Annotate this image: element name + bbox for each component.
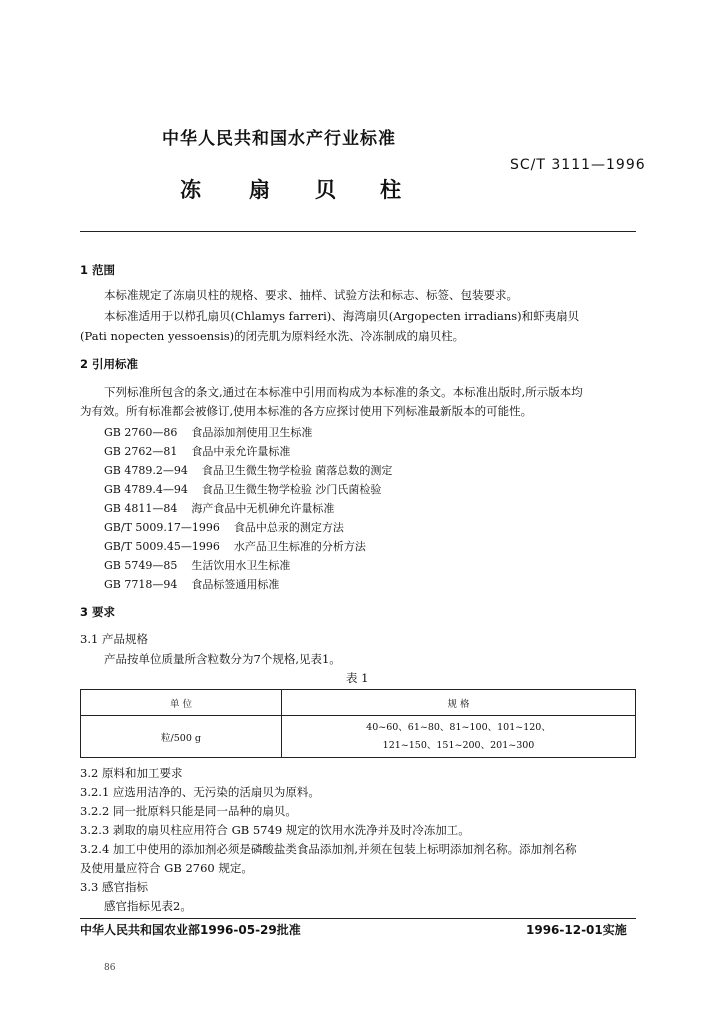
section-2-heading: 2 引用标准 [80,357,139,371]
table-row [81,716,636,758]
effective-date: 1996-12-01实施 [526,923,627,937]
spec-table [80,689,636,758]
table-header-unit: 单 位 [81,690,282,716]
table-1-caption: 表 1 [346,671,369,685]
section-3-2-3: 3.2.3 剥取的扇贝柱应用符合 GB 5749 规定的饮用水洗净并及时冷冻加工。 [80,823,470,837]
section-1-para-2a: 本标准适用于以栉孔扇贝(Chlamys farreri)、海湾扇贝(Argopecten irradians)和虾夷扇贝 [104,309,580,323]
reference-item [104,557,304,573]
table-cell-spec-line-2: 121~150、151~200、201~300 [382,739,535,751]
section-3-3-heading: 3.3 感官指标 [80,880,148,894]
reference-code: GB 4811—84 [104,502,178,515]
section-1-heading: 1 范围 [80,263,116,277]
section-2-para-1b: 为有效。所有标准都会被修订,使用本标准的各方应探讨使用下列标准最新版本的可能性。 [80,404,533,418]
reference-code: GB 4789.2—94 [104,464,188,477]
reference-item [104,538,380,554]
reference-code: GB 7718—94 [104,578,178,591]
section-3-1-heading: 3.1 产品规格 [80,632,148,646]
section-1-para-1: 本标准规定了冻扇贝柱的规格、要求、抽样、试验方法和标志、标签、包装要求。 [104,288,518,302]
reference-code: GB 5749—85 [104,559,178,572]
reference-title: 食品中总汞的测定方法 [233,521,344,534]
reference-title: 海产食品中无机砷允许量标准 [191,502,335,515]
doc-title-char-1: 冻 [180,178,201,202]
reference-title: 水产品卫生标准的分析方法 [233,540,366,553]
section-3-2-1: 3.2.1 应选用洁净的、无污染的活扇贝为原料。 [80,785,320,799]
reference-code: GB 4789.4—94 [104,483,188,496]
table-cell-spec-line-1: 40~60、61~80、81~100、101~120、 [366,721,551,733]
doc-title-char-4: 柱 [380,178,401,202]
reference-title: 食品标签通用标准 [191,578,280,591]
table-header-row [81,690,636,716]
table-cell-unit: 粒/500 g [81,716,282,758]
approval-text: 中华人民共和国农业部1996-05-29批准 [80,923,301,937]
section-3-3-text: 感官指标见表2。 [104,899,192,913]
reference-code: GB 2760—86 [104,426,178,439]
reference-item [104,500,348,516]
reference-code: GB 2762—81 [104,445,178,458]
section-3-2-2: 3.2.2 同一批原料只能是同一品种的扇贝。 [80,804,297,818]
reference-item [104,462,406,478]
reference-item [104,481,395,497]
section-3-heading: 3 要求 [80,605,116,619]
reference-item [104,519,358,535]
reference-title: 食品卫生微生物学检验 沙门氏菌检验 [201,483,382,496]
doc-title-char-2: 扇 [249,178,270,202]
section-3-1-text: 产品按单位质量所含粒数分为7个规格,见表1。 [104,652,341,666]
section-3-2-4b: 及使用量应符合 GB 2760 规定。 [80,861,253,875]
section-2-para-1a: 下列标准所包含的条文,通过在本标准中引用而构成为本标准的条文。本标准出版时,所示版本均 [104,385,583,399]
reference-title: 食品添加剂使用卫生标准 [191,426,313,439]
standard-code: SC/T 3111—1996 [510,157,646,173]
section-1-para-2b: (Pati nopecten yessoensis)的闭壳肌为原料经水洗、冷冻制成的扇贝柱。 [80,329,465,343]
reference-item [104,576,293,592]
reference-item [104,424,326,440]
reference-item [104,443,304,459]
reference-code: GB/T 5009.17—1996 [104,521,220,534]
table-header-spec: 规 格 [282,690,636,716]
footer-rule [80,918,636,919]
reference-code: GB/T 5009.45—1996 [104,540,220,553]
page-number: 86 [104,963,116,973]
section-3-2-4a: 3.2.4 加工中使用的添加剂必须是磷酸盐类食品添加剂,并须在包装上标明添加剂名称。添加剂名称 [80,842,577,856]
org-title: 中华人民共和国水产行业标准 [162,129,396,149]
header-rule [80,231,636,232]
table-cell-spec [282,716,636,758]
doc-title-char-3: 贝 [315,178,336,202]
reference-title: 生活饮用水卫生标准 [191,559,291,572]
reference-title: 食品卫生微生物学检验 菌落总数的测定 [201,464,393,477]
reference-title: 食品中汞允许量标准 [191,445,291,458]
section-3-2-heading: 3.2 原料和加工要求 [80,766,183,780]
